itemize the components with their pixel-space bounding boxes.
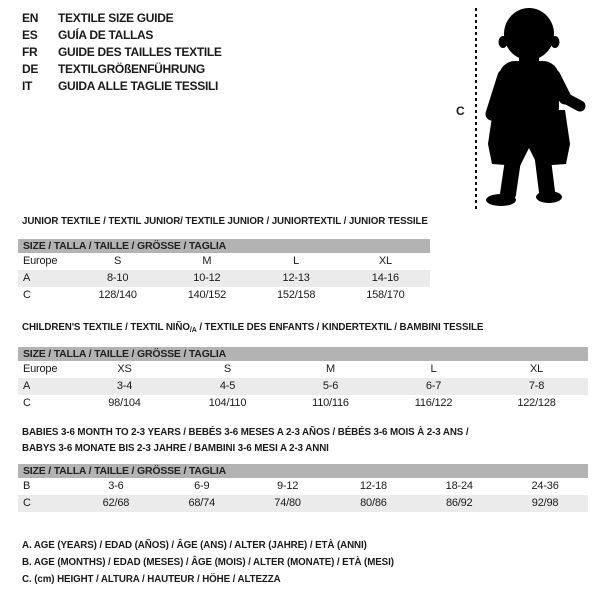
table-row-height [18, 395, 588, 412]
language-row [22, 9, 222, 26]
legend-line-c: C. (cm) HEIGHT / ALTURA / HAUTEUR / HÖHE / ALTEZZA [22, 573, 281, 585]
language-row [22, 77, 222, 94]
height-cell: 104/110 [208, 397, 247, 409]
age-cell: 8-10 [107, 272, 129, 284]
language-guide-list [22, 9, 222, 94]
junior-size-table [18, 239, 430, 304]
height-measure-dotted-line [475, 8, 477, 209]
months-cell: 12-18 [359, 480, 387, 492]
language-row [22, 43, 222, 60]
size-cell: S [223, 363, 232, 375]
height-cell: 80/86 [360, 497, 387, 509]
height-cell: 128/140 [98, 289, 137, 301]
size-cell: M [202, 255, 212, 267]
babies-table-title-line2: BABYS 3-6 MONATE BIS 2-3 JAHRE / BAMBINI 3-6 MESI A 2-3 ANNI [22, 442, 329, 454]
height-cell: 140/152 [187, 289, 227, 301]
table-row-age [18, 378, 588, 395]
size-cell: XS [117, 363, 132, 375]
height-cell: 98/104 [108, 397, 141, 409]
height-cell: 122/128 [517, 397, 556, 409]
months-cell: 3-6 [108, 480, 124, 492]
language-label: TEXTILGRÖßENFÜHRUNG [58, 61, 205, 76]
language-code: FR [22, 44, 38, 59]
language-label: GUÍA DE TALLAS [58, 27, 154, 42]
language-code: DE [22, 61, 39, 76]
age-cell: 7-8 [528, 380, 545, 392]
legend-line-a: A. AGE (YEARS) / EDAD (AÑOS) / ÂGE (ANS) / ALTER (JAHRE) / ETÀ (ANNI) [22, 539, 367, 551]
height-cell: 110/116 [312, 397, 349, 409]
language-label: GUIDA ALLE TAGLIE TESSILI [58, 78, 219, 93]
junior-table-title: JUNIOR TEXTILE / TEXTIL JUNIOR/ TEXTILE JUNIOR / JUNIORTEXTIL / JUNIOR TESSILE [22, 215, 428, 227]
children-size-table [18, 347, 588, 412]
size-cell: L [293, 255, 300, 267]
babies-table-title-line1: BABIES 3-6 MONTH TO 2-3 YEARS / BEBÉS 3-6 MESES A 2-3 AÑOS / BÉBÉS 3-6 MOIS À 2-3 ANS / [22, 426, 469, 438]
height-cell: 68/74 [188, 497, 215, 509]
age-cell: 6-7 [425, 380, 442, 392]
size-cell: XL [378, 255, 392, 267]
months-cell: 24-36 [531, 480, 559, 492]
table-row-europe [18, 253, 430, 270]
age-cell: 12-13 [282, 272, 310, 284]
size-cell: S [114, 255, 122, 267]
age-cell: 4-5 [219, 380, 236, 392]
language-code: ES [22, 27, 38, 42]
height-cell: 74/80 [274, 497, 301, 509]
table-row-height [18, 287, 430, 304]
language-label: TEXTILE SIZE GUIDE [58, 10, 174, 25]
height-measure-label-c: C [456, 104, 465, 118]
row-label: A [23, 272, 31, 284]
language-row [22, 26, 222, 43]
height-cell: 152/158 [276, 289, 316, 301]
size-header-bar: SIZE / TALLA / TAILLE / GRÖSSE / TAGLIA [18, 239, 430, 253]
babies-size-table [18, 464, 588, 512]
children-title-subscript: /A [189, 325, 197, 334]
age-cell: 5-6 [322, 380, 339, 392]
height-cell: 158/170 [366, 289, 405, 301]
table-row-age [18, 270, 430, 287]
months-cell: 9-12 [276, 480, 299, 492]
row-label: C [23, 397, 31, 409]
legend-line-b: B. AGE (MONTHS) / EDAD (MESES) / ÂGE (MOIS) / ALTER (MONATE) / ETÀ (MESI) [22, 556, 394, 568]
size-cell: M [326, 363, 335, 375]
size-header-bar: SIZE / TALLA / TAILLE / GRÖSSE / TAGLIA [18, 464, 588, 478]
height-cell: 62/68 [102, 497, 130, 509]
children-title-suffix: / TEXTILE DES ENFANTS / KINDERTEXTIL / BAMBINI TESSILE [196, 321, 484, 333]
baby-silhouette-figure [479, 4, 599, 212]
row-label: A [23, 380, 31, 392]
table-row-europe [18, 361, 588, 378]
size-header-bar: SIZE / TALLA / TAILLE / GRÖSSE / TAGLIA [18, 347, 588, 361]
size-cell: XL [529, 363, 544, 375]
table-row-months [18, 478, 588, 495]
height-cell: 116/122 [414, 397, 453, 409]
table-row-height [18, 495, 588, 512]
row-label: C [23, 289, 31, 301]
age-cell: 14-16 [371, 272, 399, 284]
age-cell: 10-12 [193, 272, 221, 284]
language-label: GUIDE DES TAILLES TEXTILE [58, 44, 222, 59]
language-code: IT [22, 78, 33, 93]
measurement-legend [22, 537, 422, 588]
height-cell: 86/92 [445, 497, 473, 509]
height-cell: 92/98 [531, 497, 559, 509]
language-code: EN [22, 10, 39, 25]
row-label: C [23, 497, 31, 509]
row-label: Europe [23, 255, 58, 267]
row-label: B [23, 480, 31, 492]
children-table-title [22, 321, 483, 334]
children-title-prefix: CHILDREN'S TEXTILE / TEXTIL NIÑO [22, 321, 190, 333]
age-cell: 3-4 [116, 380, 133, 392]
row-label: Europe [23, 363, 58, 375]
size-cell: L [430, 363, 437, 375]
months-cell: 6-9 [194, 480, 210, 492]
language-row [22, 60, 222, 77]
months-cell: 18-24 [445, 480, 473, 492]
